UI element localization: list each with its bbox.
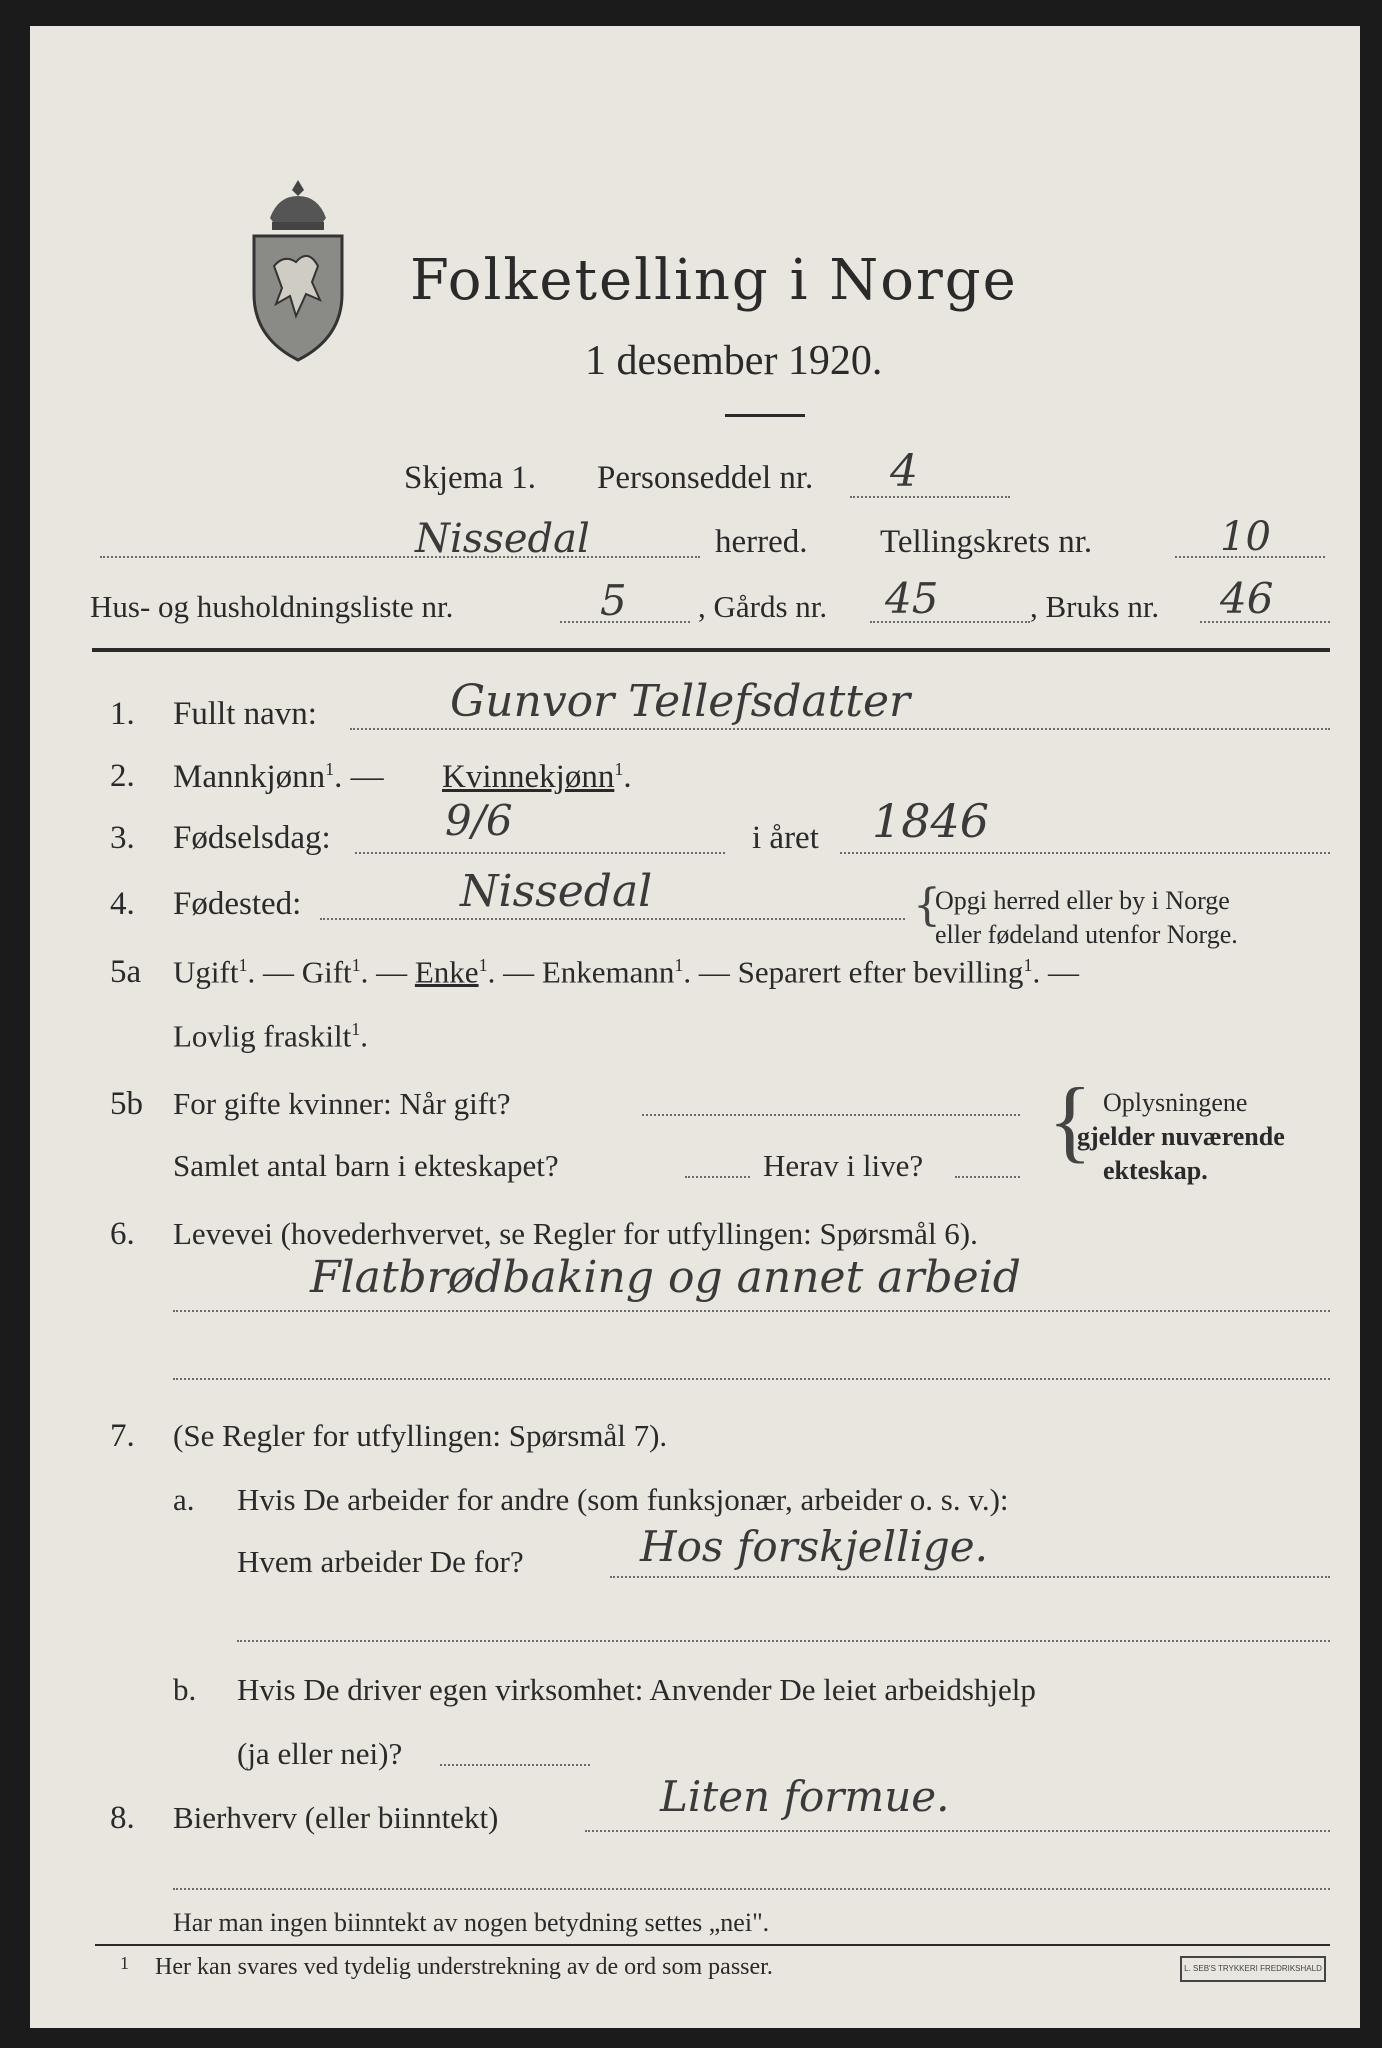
gender-end: . [623,759,632,795]
herred-value: Nissedal [415,516,590,562]
q7-number: 7. [110,1418,135,1454]
birthplace-note-line1: Opgi herred eller by i Norge [935,886,1230,915]
q7a-line2: Hvem arbeider De for? [237,1544,524,1579]
footnote-mark: 1 [120,1953,129,1973]
q3-number: 3. [110,820,135,856]
q5a-number: 5a [110,954,142,990]
birthplace-field[interactable] [320,918,905,920]
q5b-note-line2: gjelder nuværende [1077,1122,1285,1151]
q6-number: 6. [110,1216,135,1252]
q5b-note-line1: Oplysningene [1103,1088,1248,1117]
q7-label: (Se Regler for utfyllingen: Spørsmål 7). [173,1418,668,1453]
printer-stamp: L. SEB'S TRYKKERI FREDRIKSHALD [1180,1956,1326,1982]
q7a-line1: Hvis De arbeider for andre (som funksjonær, arbeider o. s. v.): [237,1482,1009,1517]
q4-number: 4. [110,886,135,922]
full-name-value: Gunvor Tellefsdatter [450,676,911,727]
skjema-label: Skjema 1. [404,460,536,496]
mannkjonn-option[interactable]: Mannkjønn$^1$. — [173,759,384,795]
side-income-field-line2[interactable] [173,1888,1330,1890]
side-income-field[interactable] [585,1830,1330,1832]
census-date: 1 desember 1920. [585,338,883,384]
personseddel-field[interactable] [850,496,1010,498]
q5b-number: 5b [110,1086,143,1122]
q1-number: 1. [110,696,135,732]
q7a-number: a. [173,1482,195,1517]
q8-number: 8. [110,1800,135,1836]
q4-label: Fødested: [173,886,302,922]
form-title: Folketelling i Norge [410,248,1018,313]
side-income-value: Liten formue. [660,1772,950,1821]
q2-number: 2. [110,758,135,794]
gender-separator: . — [334,759,384,795]
birthplace-value: Nissedal [460,866,653,917]
q3-label: Fødselsdag: [173,820,331,856]
footer-rule [95,1944,1330,1946]
q5b-label-children: Samlet antal barn i ekteskapet? [173,1148,559,1183]
occupation-value: Flatbrødbaking og annet arbeid [310,1252,1021,1303]
q8-label: Bierhverv (eller biinntekt) [173,1800,499,1835]
employer-value: Hos forskjellige. [640,1522,988,1571]
q5b-label-married: For gifte kvinner: Når gift? [173,1086,511,1121]
q5b-note-brace: { [1048,1069,1093,1171]
tellingskrets-label: Tellingskrets nr. [880,524,1093,560]
hus-label: Hus- og husholdningsliste nr. [90,589,454,624]
employer-field-line2[interactable] [237,1640,1330,1642]
enke-separator: — [376,954,408,990]
personseddel-value: 4 [890,446,918,497]
birthday-value: 9/6 [445,796,513,845]
hired-help-field[interactable] [440,1764,590,1766]
q7b-number: b. [173,1672,197,1707]
employer-field[interactable] [610,1576,1330,1578]
bruks-label: , Bruks nr. [1030,589,1160,624]
coat-of-arms-logo [248,174,348,364]
occupation-field-line2[interactable] [173,1378,1330,1380]
full-name-field[interactable] [350,728,1330,730]
aaret-label: i året [752,820,819,856]
kvinnekjonn-label: Kvinnekjønn [442,759,615,795]
children-total-field[interactable] [685,1176,750,1178]
ugift-label: Ugift [173,954,239,990]
birthplace-note-brace: { [913,880,941,931]
footer-note: Har man ingen biinntekt av nogen betydning settes „nei". [173,1908,770,1937]
personseddel-label: Personseddel nr. [597,460,814,496]
birthday-field[interactable] [355,852,725,854]
q6-label: Levevei (hovederhvervet, se Regler for utfyllingen: Spørsmål 6). [173,1216,978,1251]
q7b-line2: (ja eller nei)? [237,1736,403,1771]
occupation-field[interactable] [173,1310,1330,1312]
title-divider [725,414,805,417]
q1-label: Fullt navn: [173,696,317,732]
lovlig-label: Lovlig fraskilt [173,1018,352,1054]
married-date-field[interactable] [642,1114,1020,1116]
children-alive-field[interactable] [955,1176,1020,1178]
hus-value: 5 [600,576,627,625]
header-rule [92,648,1330,652]
tellingskrets-value: 10 [1220,514,1271,560]
herred-label: herred. [715,524,808,560]
mannkjonn-label: Mannkjønn [173,759,326,795]
kvinnekjonn-option[interactable]: Kvinnekjønn$^1$. [442,759,632,795]
footnote-text: Her kan svares ved tydelig understrekning av de ord som passer. [155,1954,773,1980]
census-form [30,26,1360,2028]
lovlig-fraskilt-option[interactable]: Lovlig fraskilt$^1$. [173,1018,368,1054]
herred-field[interactable] [100,556,700,558]
birth-year-value: 1846 [872,794,990,848]
separert-dash: — [1047,954,1079,990]
separert-label: — Separert efter bevilling [698,954,1024,990]
q5b-note-line3: ekteskap. [1103,1156,1208,1185]
birthplace-note-line2: eller fødeland utenfor Norge. [935,920,1238,949]
gards-label: , Gårds nr. [698,589,828,624]
enkemann-label: — Enkemann [503,954,675,990]
enke-label: Enke [414,954,479,990]
q7b-line1: Hvis De driver egen virksomhet: Anvender De leiet arbeidshjelp [237,1672,1036,1707]
marital-status-options[interactable]: Ugift$^1$. — Gift$^1$. — Enke$^1$. — Enkemann$^1$. — Separert efter bevilling$^1$. — [173,954,1079,990]
bruks-value: 46 [1220,574,1274,623]
gift-label: — Gift [262,954,352,990]
birth-year-field[interactable] [840,852,1330,854]
gards-value: 45 [885,574,939,623]
q5b-label-alive: Herav i live? [763,1148,924,1183]
